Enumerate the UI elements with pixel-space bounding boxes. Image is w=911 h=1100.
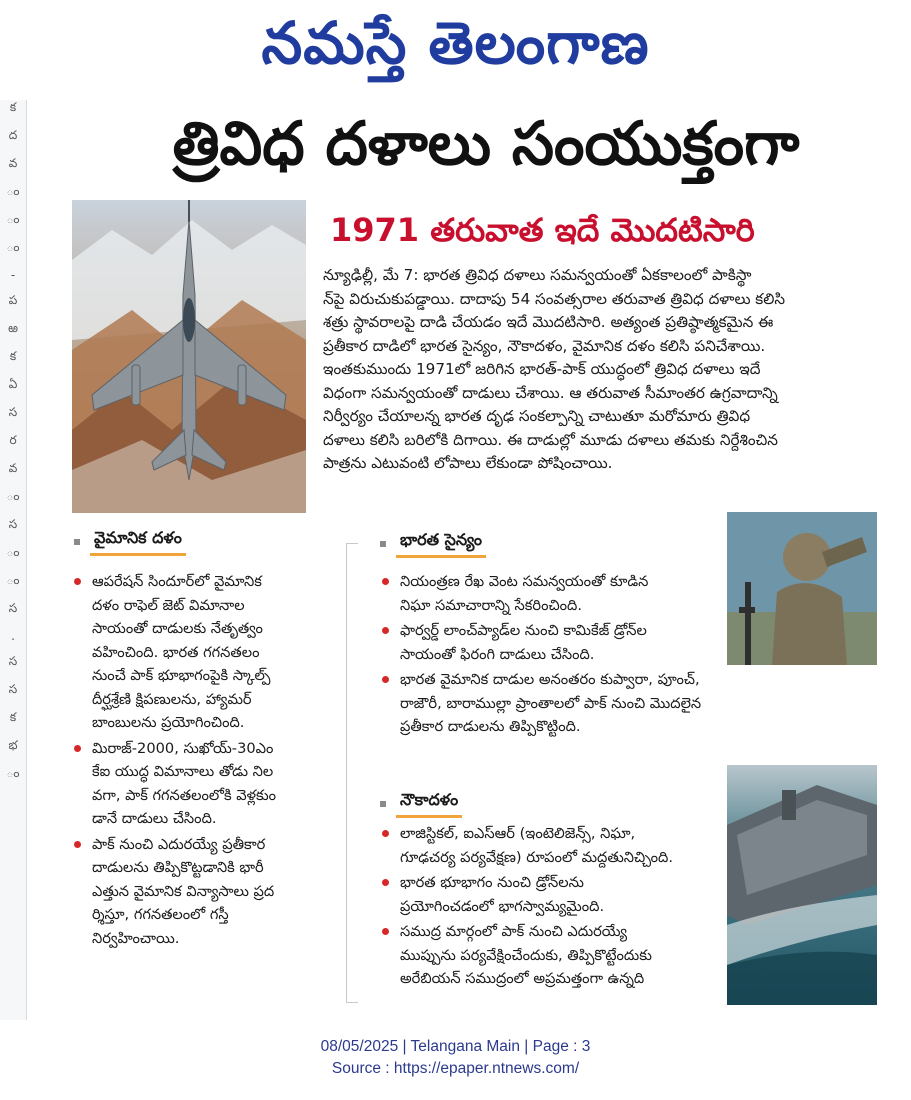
bullet-line: రాజౌరీ, బారాముల్లా ప్రాంతాలలో పాక్‌ నుంచి మొదలైన — [400, 694, 702, 712]
bullet-line: వగా, పాక్‌ గగనతలంలోకి వెళ్లకుం — [92, 786, 277, 804]
strip-char: - — [10, 268, 16, 282]
lead-line: దళాలు కలిసి బరిలోకి దిగాయి. ఈ దాడుల్లో మూడు దళాలు తమకు నిర్దేశించిన — [323, 430, 778, 449]
bullet-line: ప్రతీకార దాడులను తిప్పికొట్టింది. — [400, 718, 581, 735]
section-marker-icon — [74, 539, 80, 545]
strip-char: వ — [8, 156, 18, 170]
bullet-line: నిఘా సమాచారాన్ని సేకరించింది. — [400, 596, 582, 614]
bullet-line: నియంత్రణ రేఖ వెంట సమన్వయంతో కూడిన — [400, 573, 649, 590]
strip-char: . — [11, 629, 15, 643]
lead-line: ఇంతకుముందు 1971లో జరిగిన భారత్‌-పాక్‌ యుద్ధంలో త్రివిధ దళాలు ఇదే — [323, 360, 761, 378]
footer-source: Source : https://epaper.ntnews.com/ — [331, 1060, 580, 1077]
strip-char: స — [8, 654, 18, 668]
strip-char: క — [9, 349, 17, 363]
section-head-airforce — [74, 528, 186, 556]
strip-char: ప — [8, 293, 18, 307]
strip-char: ం — [6, 766, 20, 780]
footer — [0, 1036, 911, 1080]
army-bullet-item — [380, 570, 725, 617]
airforce-bullet-list — [72, 570, 342, 952]
bullet-line: బాంబులను ప్రయోగించింది. — [92, 714, 245, 731]
section-marker-icon — [380, 801, 386, 807]
bullet-line: సముద్ర మార్గంలో పాక్‌ నుంచి ఎదురయ్యే — [400, 923, 628, 940]
army-bullet-list — [380, 570, 725, 741]
navy-bullet-list — [380, 822, 725, 993]
strip-char: వ — [8, 461, 18, 475]
lead-line: శత్రు స్థావరాలపై దాడి చేయడం ఇదే మొదటిసారి. అత్యంత ప్రతిష్ఠాత్మకమైన ఈ — [323, 313, 774, 331]
footer-date-edition: 08/05/2025 | Telangana Main | Page : 3 — [320, 1038, 591, 1055]
lead-line: నిర్వీర్యం చేయాలన్న భారత దృఢ సంకల్పాన్ని చాటుతూ మరోమారు త్రివిధ — [323, 407, 751, 425]
strip-char: ఏ — [8, 377, 18, 391]
bullet-line: గూఢచర్య పర్యవేక్షణ) రూపంలో మద్దతునిచ్చింది. — [400, 848, 673, 866]
strip-char: క — [9, 100, 17, 114]
lead-line: పాత్రను ఎటువంటి లోపాలు లేకుండా పోషించాయి. — [323, 454, 613, 472]
strip-char: ం — [6, 184, 20, 198]
lead-line: విధంగా సమన్వయంతో దాడులు చేశాయి. ఆ తరువాత సీమాంతర ఉగ్రవాదాన్ని — [323, 383, 778, 402]
section-title-army: భారత సైన్యం — [396, 530, 486, 558]
section-head-navy — [380, 790, 462, 818]
airforce-bullet-item — [72, 570, 342, 735]
fighter-jet-photo — [72, 200, 306, 513]
divider-tick-bottom — [346, 1002, 358, 1003]
strip-char: ం — [6, 240, 20, 254]
strip-char: ం — [6, 489, 20, 503]
headline: త్రివిధ దళాలు సంయుక్తంగా — [172, 109, 800, 179]
section-title-airforce: వైమానిక దళం — [90, 528, 186, 556]
navy-bullet-item — [380, 920, 725, 991]
strip-char: క — [9, 710, 17, 724]
bullet-line: సాయంతో దాడులకు నేతృత్వం — [92, 620, 263, 637]
bullet-line: కేఐ యుద్ధ విమానాలు తోడు నిల — [92, 763, 274, 780]
bullet-line: ర్శిస్తూ, గగనతలంలో గస్తీ — [92, 906, 229, 923]
bullet-line: నిర్వహించాయి. — [92, 929, 180, 947]
bullet-line: ఎత్తున వైమానిక విన్యాసాలు ప్రద — [92, 882, 275, 900]
strip-char: ం — [6, 212, 20, 226]
bullet-line: ఆపరేషన్‌ సిందూర్‌లో వైమానిక — [92, 573, 262, 590]
section-title-navy: నౌకాదళం — [396, 790, 462, 818]
navy-bullet-item — [380, 822, 725, 869]
bullet-line: మిరాజ్‌-2000, సుఖోయ్‌-30ఎం — [92, 739, 274, 757]
lead-paragraph — [323, 264, 885, 476]
bullet-line: పాక్‌ నుంచి ఎదురయ్యే ప్రతీకార — [92, 835, 266, 853]
strip-char: స — [8, 601, 18, 615]
section-head-army — [380, 530, 486, 558]
bullet-line: ముప్పును పర్యవేక్షించేందుకు, తిప్పికొట్టేందుకు — [400, 946, 652, 964]
divider-tick-top — [346, 543, 358, 544]
strip-char: స — [8, 682, 18, 696]
airforce-bullet-item — [72, 737, 342, 831]
bullet-line: డానే దాడులు చేసింది. — [92, 810, 217, 827]
bullet-line: అరేబియన్‌ సముద్రంలో అప్రమత్తంగా ఉన్నది — [400, 970, 645, 987]
strip-char: ర — [9, 433, 17, 447]
bullet-line: వహించింది. భారత గగనతలం — [92, 643, 260, 661]
strip-char: ం — [6, 573, 20, 587]
bullet-line: సాయంతో ఫిరంగి దాడులు చేసింది. — [400, 645, 595, 663]
bullet-line: దళం రాఫెల్‌ జెట్‌ విమానాల — [92, 596, 245, 614]
bullet-line: దీర్ఘశ్రేణి క్షిపణులను, హ్యామర్‌ — [92, 690, 252, 708]
adjacent-column-strip — [0, 100, 27, 1020]
bullet-line: నుంచే పాక్‌ భూభాగంపైకి స్కాల్ప్‌ — [92, 667, 271, 684]
airforce-bullet-item — [72, 833, 342, 951]
lead-line: న్యూఢిల్లీ, మే 7: భారత త్రివిధ దళాలు సమన్వయంతో ఏకకాలంలో పాకిస్థా — [323, 266, 752, 284]
strip-char: ద — [8, 128, 18, 142]
soldier-photo — [727, 512, 877, 665]
subheadline: 1971 తరువాత ఇదే మొదటిసారి — [330, 211, 755, 249]
army-bullet-item — [380, 619, 725, 666]
section-marker-icon — [380, 541, 386, 547]
navy-bullet-item — [380, 871, 725, 918]
lead-line: న్‌పై విరుచుకుపడ్డాయి. దాదాపు 54 సంవత్సరాల తరువాత త్రివిధ దళాలు కలిసి — [323, 289, 786, 308]
bullet-line: ప్రయోగించడంలో భాగస్వామ్యమైంది. — [400, 897, 605, 915]
strip-char: స — [8, 517, 18, 531]
strip-char: స — [8, 405, 18, 419]
masthead-logo: నమస్తే తెలంగాణ — [261, 9, 650, 77]
army-bullet-item — [380, 668, 725, 739]
bullet-line: దాడులను తిప్పికొట్టడానికి భారీ — [92, 859, 264, 876]
bullet-line: భారత వైమానిక దాడుల అనంతరం కుప్వారా, పూంచ్‌, — [400, 671, 700, 688]
strip-char: ం — [6, 545, 20, 559]
strip-char: ఱ — [8, 321, 18, 335]
bullet-line: లాజిస్టికల్‌, ఐఎస్‌ఆర్‌ (ఇంటెలిజెన్స్‌, నిఘా, — [400, 825, 636, 842]
lead-line: ప్రతీకార దాడిలో భారత సైన్యం, నౌకాదళం, వైమానిక దళం కలిసి పనిచేశాయి. — [323, 336, 766, 355]
aircraft-carrier-photo — [727, 765, 877, 1005]
column-divider — [346, 543, 347, 1003]
strip-char: భ — [8, 738, 18, 752]
bullet-line: ఫార్వర్డ్‌ లాంచ్‌ప్యాడ్‌ల నుంచి కామికేజ్‌ డ్రోన్‌ల — [400, 622, 647, 639]
bullet-line: భారత భూభాగం నుంచి డ్రోన్‌లను — [400, 874, 584, 891]
